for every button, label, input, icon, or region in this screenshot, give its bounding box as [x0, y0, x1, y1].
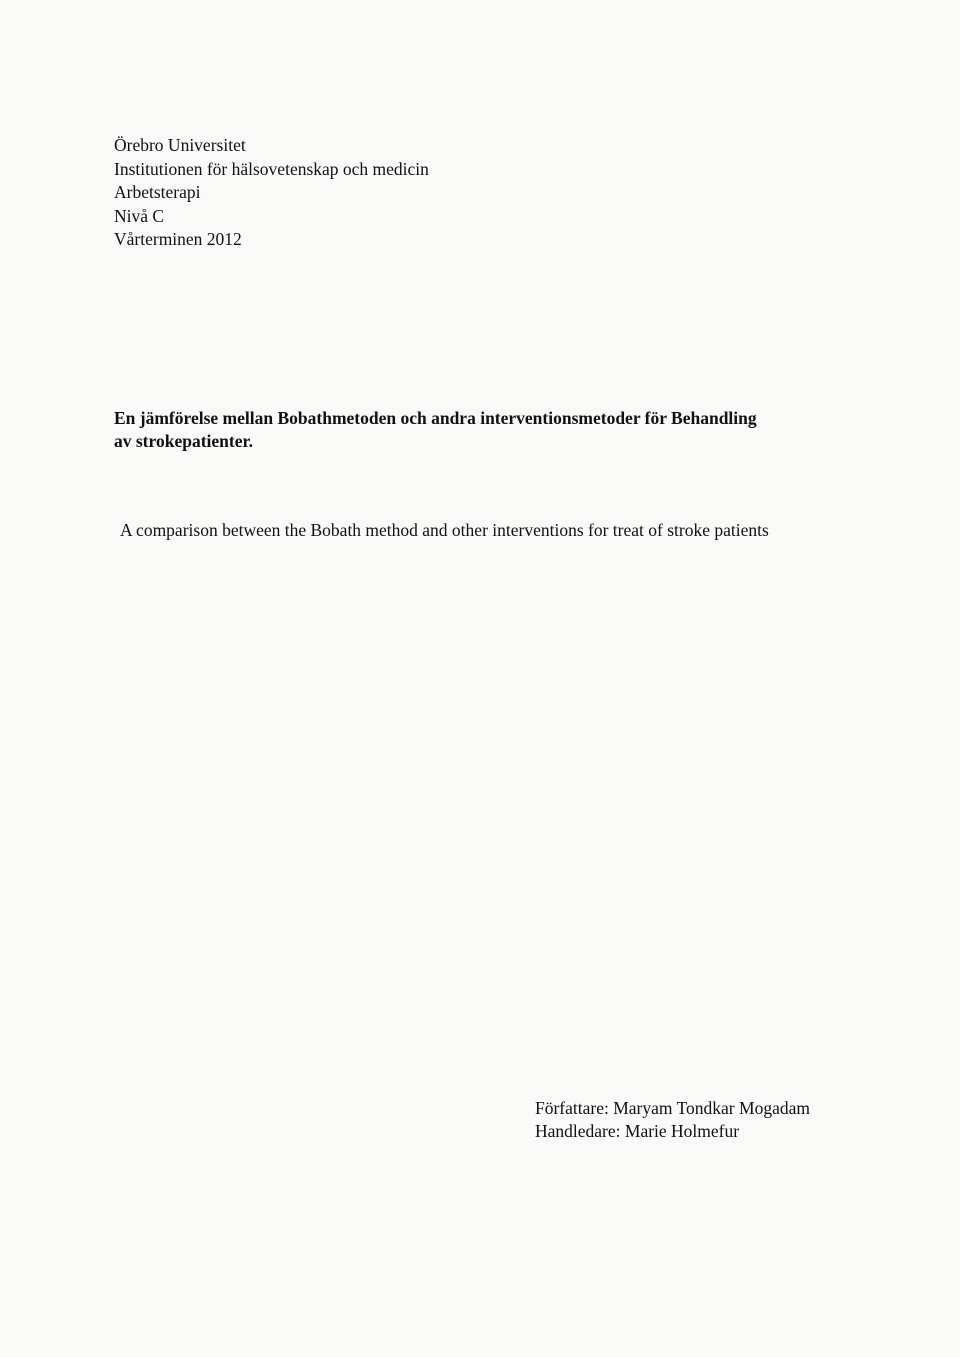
term: Vårterminen 2012	[114, 229, 242, 249]
credits	[535, 1097, 810, 1143]
subject-name: Arbetsterapi	[114, 182, 201, 202]
swedish-title-line-1: En jämförelse mellan Bobathmetoden och andra interventionsmetoder för Behandling	[114, 408, 757, 428]
author-line: Författare: Maryam Tondkar Mogadam	[535, 1098, 810, 1118]
english-title: A comparison between the Bobath method and other interventions for treat of stroke patients	[120, 520, 769, 540]
course-level: Nivå C	[114, 205, 165, 226]
institution-header	[114, 134, 429, 252]
swedish-title	[114, 407, 844, 453]
swedish-title-line-2: av strokepatienter.	[114, 431, 254, 451]
supervisor-line: Handledare: Marie Holmefur	[535, 1121, 740, 1141]
institution-name: Institutionen för hälsovetenskap och medicin	[114, 158, 429, 179]
university-name: Örebro Universitet	[114, 135, 246, 155]
